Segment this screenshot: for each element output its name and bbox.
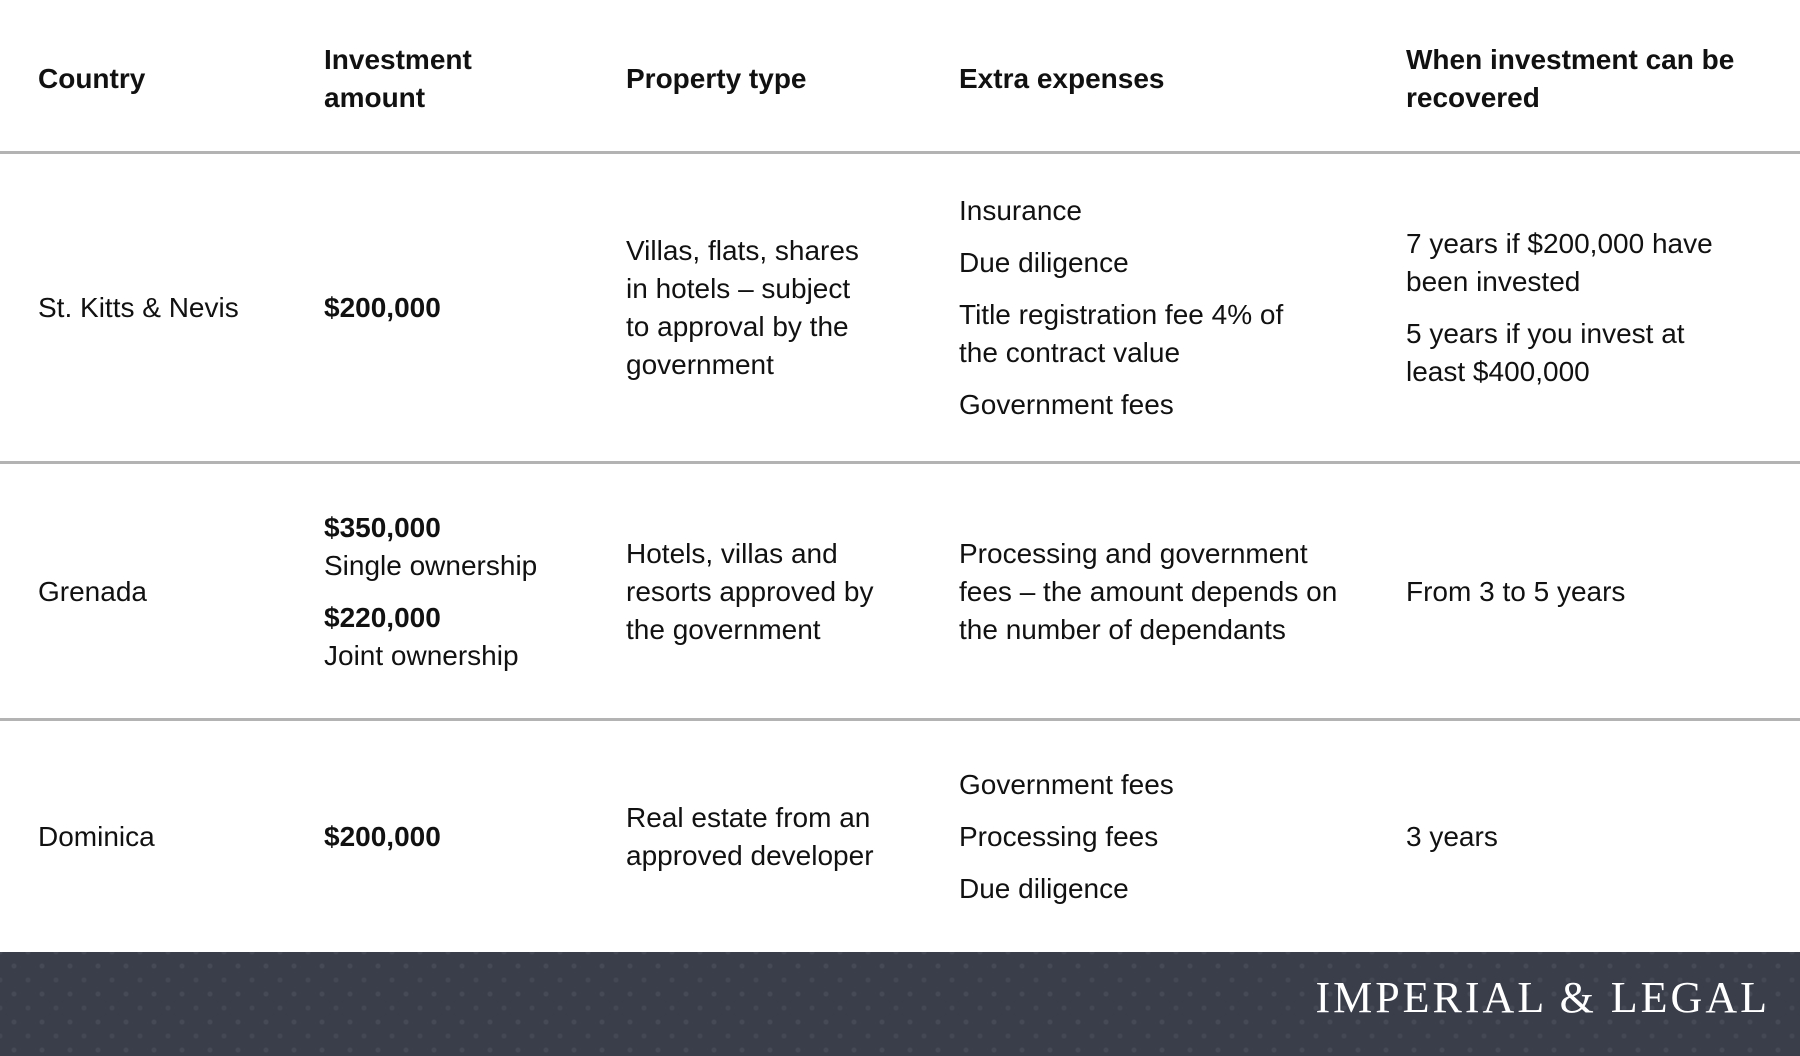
header-country: Country bbox=[38, 63, 146, 94]
country-cell: Grenada bbox=[38, 576, 147, 607]
header-extra-expenses: Extra expenses bbox=[959, 63, 1165, 94]
expense-item: Government fees bbox=[959, 769, 1174, 800]
investment-amount: $200,000 bbox=[324, 821, 441, 852]
recovery-item: 3 years bbox=[1406, 821, 1498, 852]
table-row bbox=[0, 464, 1800, 720]
investment-cell bbox=[324, 464, 614, 720]
investment-amount: $350,000 bbox=[324, 512, 441, 543]
expense-item: Due diligence bbox=[959, 247, 1129, 278]
investment-cell bbox=[324, 154, 614, 462]
country-cell: St. Kitts & Nevis bbox=[38, 292, 239, 323]
expense-item: Insurance bbox=[959, 195, 1082, 226]
property-type-cell: Villas, flats, shares in hotels – subject to approval by the government bbox=[626, 235, 859, 380]
table-row bbox=[0, 721, 1800, 953]
header-recovery: When investment can be recovered bbox=[1406, 44, 1735, 113]
brand-logo: IMPERIAL & LEGAL bbox=[1315, 973, 1770, 1022]
investment-amount: $200,000 bbox=[324, 292, 441, 323]
table-header-row bbox=[0, 34, 1800, 124]
table-row bbox=[0, 154, 1800, 462]
extra-expenses-cell bbox=[959, 464, 1339, 720]
extra-expenses-cell bbox=[959, 154, 1319, 462]
recovery-item: From 3 to 5 years bbox=[1406, 576, 1626, 607]
recovery-item: 5 years if you invest at least $400,000 bbox=[1406, 318, 1685, 387]
investment-note: Joint ownership bbox=[324, 640, 519, 671]
expense-item: Title registration fee 4% of the contract value bbox=[959, 299, 1284, 368]
investment-cell bbox=[324, 721, 614, 953]
property-type-cell: Hotels, villas and resorts approved by the government bbox=[626, 538, 874, 645]
header-property-type: Property type bbox=[626, 63, 807, 94]
recovery-cell bbox=[1406, 721, 1786, 953]
investment-note: Single ownership bbox=[324, 550, 538, 581]
expense-item: Processing and government fees – the amount depends on the number of dependants bbox=[959, 538, 1338, 645]
recovery-cell bbox=[1406, 464, 1786, 720]
expense-item: Government fees bbox=[959, 389, 1174, 420]
recovery-cell bbox=[1406, 154, 1746, 462]
country-cell: Dominica bbox=[38, 821, 155, 852]
expense-item: Due diligence bbox=[959, 873, 1129, 904]
investment-amount: $220,000 bbox=[324, 602, 441, 633]
extra-expenses-cell bbox=[959, 721, 1399, 953]
property-type-cell: Real estate from an approved developer bbox=[626, 802, 874, 871]
header-investment-amount: Investment amount bbox=[324, 44, 472, 113]
recovery-item: 7 years if $200,000 have been invested bbox=[1406, 228, 1713, 297]
footer-bar bbox=[0, 952, 1800, 1056]
expense-item: Processing fees bbox=[959, 821, 1159, 852]
